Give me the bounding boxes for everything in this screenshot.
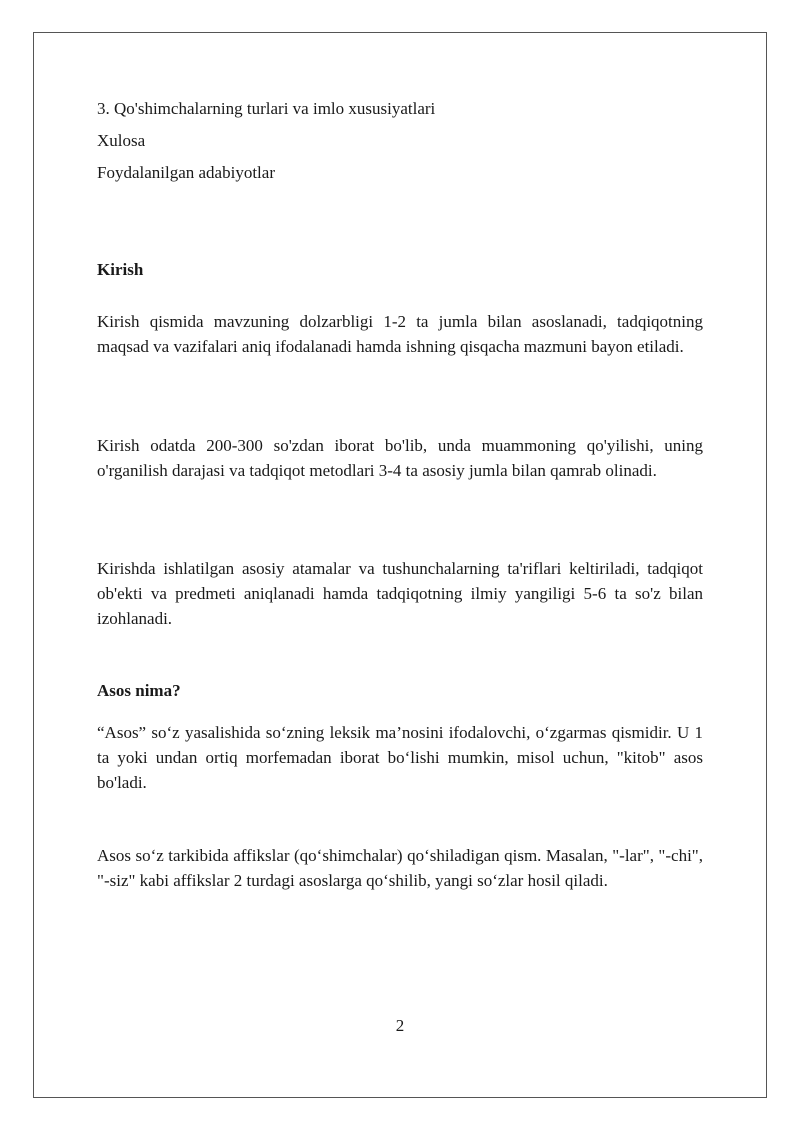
intro-paragraph: Kirishda ishlatilgan asosiy atamalar va tushunchalarning ta'riflari keltiriladi, tadqiqot ob'ekti va predmeti aniqlanadi hamda tadqiqotning ilmiy yangiligi 5-6 ta so'z bilan izohlanadi. (97, 559, 703, 628)
section-heading-asos: Asos nima? (97, 681, 181, 700)
toc-item: Xulosa (97, 131, 146, 150)
intro-paragraph: Kirish odatda 200-300 so'zdan iborat bo'lib, unda muammoning qo'yilishi, uning o'rganilish darajasi va tadqiqot metodlari 3-4 ta asosiy jumla bilan qamrab olinadi. (97, 436, 703, 480)
toc-item: 3. Qo'shimchalarning turlari va imlo xususiyatlari (97, 99, 436, 118)
page-number: 2 (395, 1016, 405, 1035)
toc-item: Foydalanilgan adabiyotlar (97, 163, 275, 182)
section-heading-intro: Kirish (97, 260, 144, 279)
intro-paragraph: Kirish qismida mavzuning dolzarbligi 1-2 ta jumla bilan asoslanadi, tadqiqotning maqsad va vazifalari aniq ifodalanadi hamda ishning qisqacha mazmuni bayon etiladi. (97, 312, 703, 356)
asos-paragraph: “Asos” so‘z yasalishida so‘zning leksik ma’nosini ifodalovchi, o‘zgarmas qismidir. U 1 ta yoki undan ortiq morfemadan iborat bo‘lishi mumkin, misol uchun, "kitob" asos bo'ladi. (97, 723, 703, 792)
asos-paragraph: Asos so‘z tarkibida affikslar (qo‘shimchalar) qo‘shiladigan qism. Masalan, "-lar", "-chi", "-siz" kabi affikslar 2 turdagi asoslarga qo‘shilib, yangi so‘zlar hosil qiladi. (97, 846, 703, 890)
